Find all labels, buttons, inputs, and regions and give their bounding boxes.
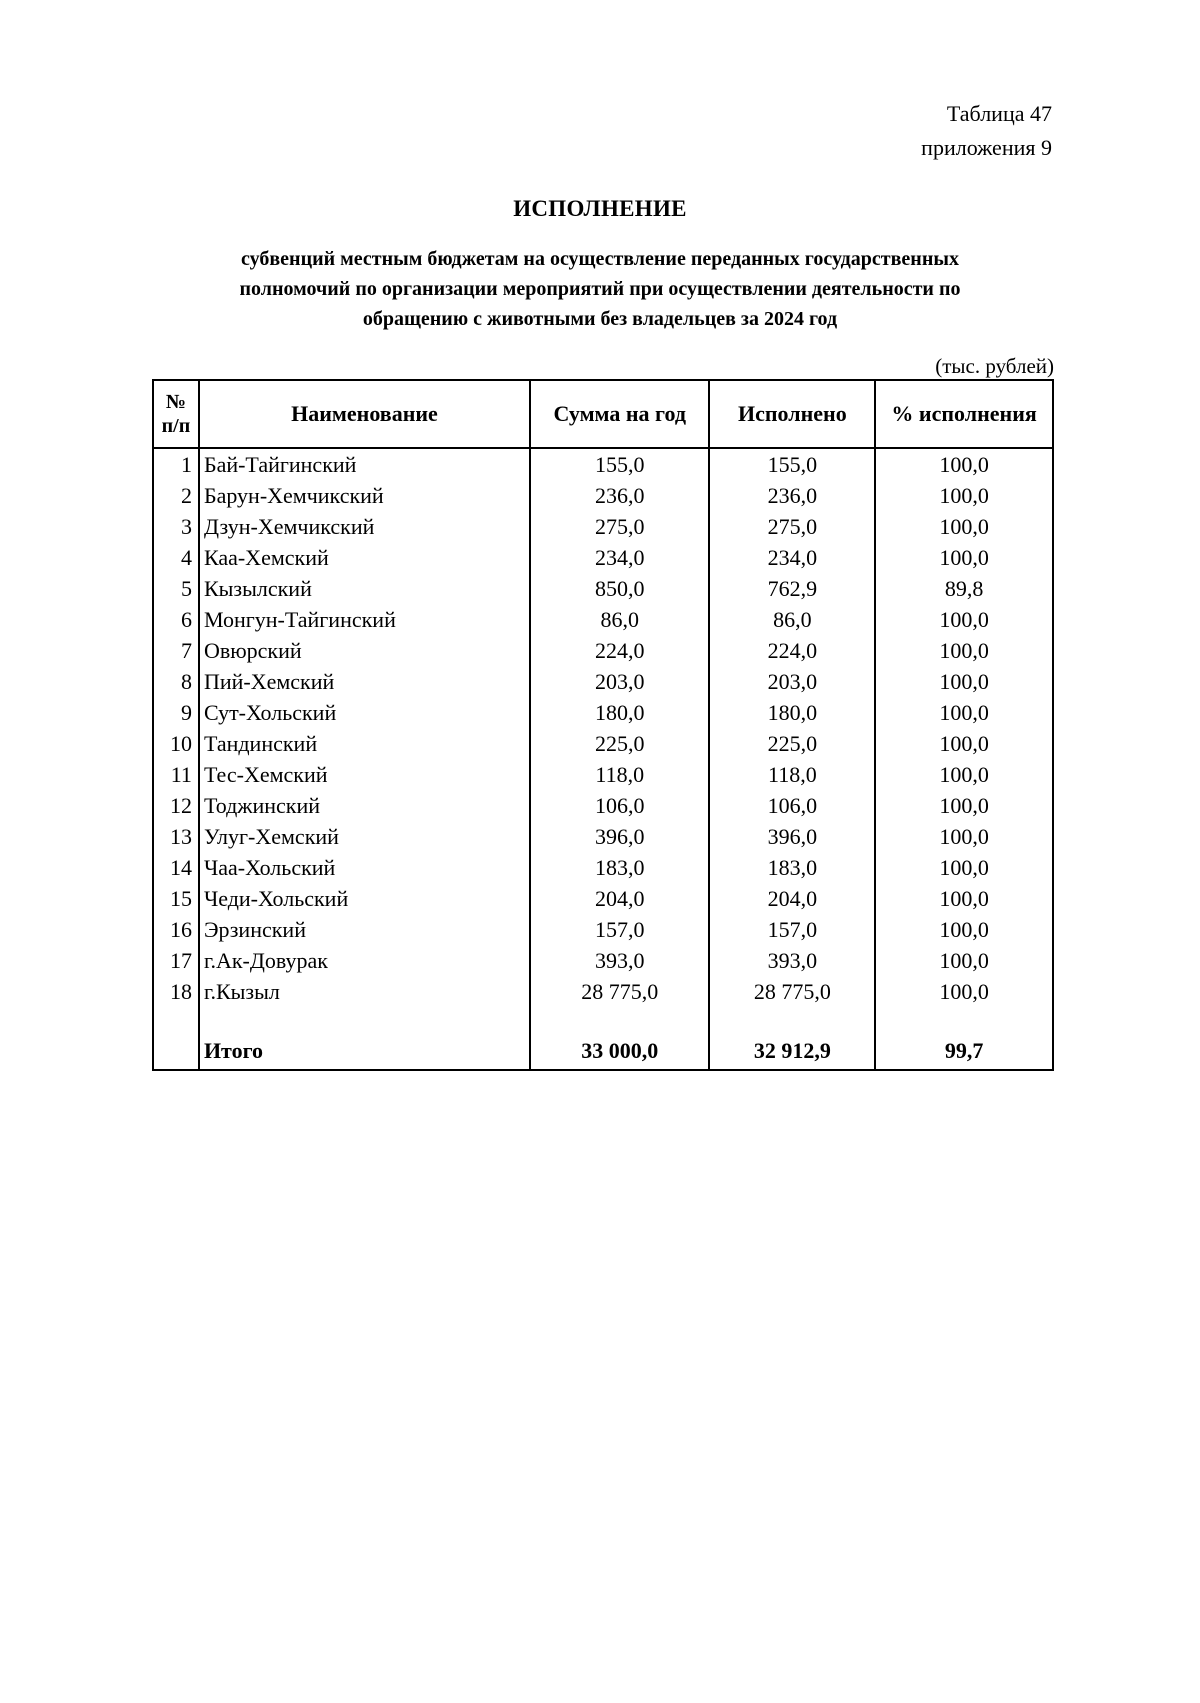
row-number: 9 (153, 697, 199, 728)
row-done: 224,0 (709, 635, 875, 666)
row-sum: 275,0 (530, 511, 709, 542)
row-done: 393,0 (709, 945, 875, 976)
row-number: 4 (153, 542, 199, 573)
row-percent: 100,0 (875, 542, 1053, 573)
table-row (153, 511, 1053, 542)
row-done: 204,0 (709, 883, 875, 914)
spacer-cell (199, 1007, 530, 1033)
document-subtitle (180, 244, 1020, 334)
row-number: 7 (153, 635, 199, 666)
row-sum: 850,0 (530, 573, 709, 604)
row-percent: 100,0 (875, 728, 1053, 759)
row-percent: 100,0 (875, 821, 1053, 852)
table-row (153, 883, 1053, 914)
row-name: г.Кызыл (199, 976, 530, 1007)
row-percent: 100,0 (875, 511, 1053, 542)
row-percent: 100,0 (875, 480, 1053, 511)
row-sum: 157,0 (530, 914, 709, 945)
spacer-cell (709, 1007, 875, 1033)
row-done: 234,0 (709, 542, 875, 573)
header-sum: Сумма на год (530, 380, 709, 448)
row-done: 106,0 (709, 790, 875, 821)
row-number: 11 (153, 759, 199, 790)
table-row (153, 448, 1053, 480)
row-number: 12 (153, 790, 199, 821)
subtitle-line: обращению с животными без владельцев за 2024 год (362, 308, 838, 330)
spacer-cell (153, 1007, 199, 1033)
row-name: Каа-Хемский (199, 542, 530, 573)
row-number: 6 (153, 604, 199, 635)
table-row (153, 480, 1053, 511)
row-percent: 100,0 (875, 914, 1053, 945)
row-done: 236,0 (709, 480, 875, 511)
total-number (153, 1033, 199, 1070)
header-done: Исполнено (709, 380, 875, 448)
table-row (153, 542, 1053, 573)
row-name: Сут-Хольский (199, 697, 530, 728)
table-row (153, 976, 1053, 1007)
row-sum: 155,0 (530, 448, 709, 480)
row-number: 3 (153, 511, 199, 542)
table-row (153, 604, 1053, 635)
row-done: 396,0 (709, 821, 875, 852)
header-name: Наименование (199, 380, 530, 448)
subtitle-line: полномочий по организации мероприятий при осуществлении деятельности по (239, 278, 961, 300)
row-name: Тоджинский (199, 790, 530, 821)
table-row (153, 914, 1053, 945)
row-percent: 100,0 (875, 852, 1053, 883)
header-number-abbr: п/п (161, 415, 191, 437)
row-percent: 100,0 (875, 635, 1053, 666)
row-sum: 86,0 (530, 604, 709, 635)
document-title: ИСПОЛНЕНИЕ (513, 196, 687, 221)
row-percent: 100,0 (875, 945, 1053, 976)
row-done: 225,0 (709, 728, 875, 759)
row-name: Пий-Хемский (199, 666, 530, 697)
table-row (153, 666, 1053, 697)
table-row (153, 728, 1053, 759)
row-number: 1 (153, 448, 199, 480)
row-percent: 100,0 (875, 448, 1053, 480)
row-number: 8 (153, 666, 199, 697)
row-number: 16 (153, 914, 199, 945)
table-row (153, 635, 1053, 666)
row-name: Овюрский (199, 635, 530, 666)
table-header-row (153, 380, 1053, 448)
row-percent: 100,0 (875, 666, 1053, 697)
row-name: Чаа-Хольский (199, 852, 530, 883)
row-sum: 203,0 (530, 666, 709, 697)
row-name: Монгун-Тайгинский (199, 604, 530, 635)
row-name: Барун-Хемчикский (199, 480, 530, 511)
subtitle-line: субвенций местным бюджетам на осуществление переданных государственных (241, 248, 959, 270)
row-sum: 183,0 (530, 852, 709, 883)
row-done: 275,0 (709, 511, 875, 542)
row-name: Улуг-Хемский (199, 821, 530, 852)
table-row (153, 852, 1053, 883)
row-done: 118,0 (709, 759, 875, 790)
table-row (153, 790, 1053, 821)
header-percent: % исполнения (875, 380, 1053, 448)
row-done: 155,0 (709, 448, 875, 480)
table-row (153, 573, 1053, 604)
spacer-cell (530, 1007, 709, 1033)
row-percent: 100,0 (875, 604, 1053, 635)
row-done: 157,0 (709, 914, 875, 945)
row-number: 5 (153, 573, 199, 604)
total-percent: 99,7 (875, 1033, 1053, 1070)
total-done: 32 912,9 (709, 1033, 875, 1070)
row-sum: 234,0 (530, 542, 709, 573)
row-sum: 224,0 (530, 635, 709, 666)
row-number: 2 (153, 480, 199, 511)
table-row (153, 697, 1053, 728)
row-percent: 89,8 (875, 573, 1053, 604)
table-number: Таблица 47 (946, 101, 1052, 126)
row-sum: 393,0 (530, 945, 709, 976)
row-name: г.Ак-Довурак (199, 945, 530, 976)
row-sum: 118,0 (530, 759, 709, 790)
row-number: 15 (153, 883, 199, 914)
row-sum: 180,0 (530, 697, 709, 728)
row-sum: 28 775,0 (530, 976, 709, 1007)
total-row (153, 1033, 1053, 1070)
row-done: 28 775,0 (709, 976, 875, 1007)
header-number-symbol: № (165, 391, 187, 413)
row-name: Тес-Хемский (199, 759, 530, 790)
row-percent: 100,0 (875, 759, 1053, 790)
header-number (153, 380, 199, 448)
row-done: 762,9 (709, 573, 875, 604)
row-name: Дзун-Хемчикский (199, 511, 530, 542)
row-sum: 396,0 (530, 821, 709, 852)
row-number: 17 (153, 945, 199, 976)
row-name: Эрзинский (199, 914, 530, 945)
table-reference (921, 97, 1052, 165)
row-name: Чеди-Хольский (199, 883, 530, 914)
row-name: Бай-Тайгинский (199, 448, 530, 480)
total-sum: 33 000,0 (530, 1033, 709, 1070)
units-label: (тыс. рублей) (935, 354, 1054, 378)
row-number: 13 (153, 821, 199, 852)
appendix-number: приложения 9 (921, 135, 1052, 161)
table-row (153, 945, 1053, 976)
total-name: Итого (199, 1033, 530, 1070)
row-done: 86,0 (709, 604, 875, 635)
execution-table (152, 379, 1054, 1071)
row-sum: 236,0 (530, 480, 709, 511)
row-number: 14 (153, 852, 199, 883)
row-percent: 100,0 (875, 976, 1053, 1007)
row-percent: 100,0 (875, 697, 1053, 728)
spacer-row (153, 1007, 1053, 1033)
row-sum: 204,0 (530, 883, 709, 914)
row-done: 180,0 (709, 697, 875, 728)
table-row (153, 759, 1053, 790)
row-done: 203,0 (709, 666, 875, 697)
spacer-cell (875, 1007, 1053, 1033)
row-number: 10 (153, 728, 199, 759)
row-name: Тандинский (199, 728, 530, 759)
row-percent: 100,0 (875, 790, 1053, 821)
row-percent: 100,0 (875, 883, 1053, 914)
row-number: 18 (153, 976, 199, 1007)
table-row (153, 821, 1053, 852)
row-sum: 225,0 (530, 728, 709, 759)
row-name: Кызылский (199, 573, 530, 604)
row-done: 183,0 (709, 852, 875, 883)
row-sum: 106,0 (530, 790, 709, 821)
